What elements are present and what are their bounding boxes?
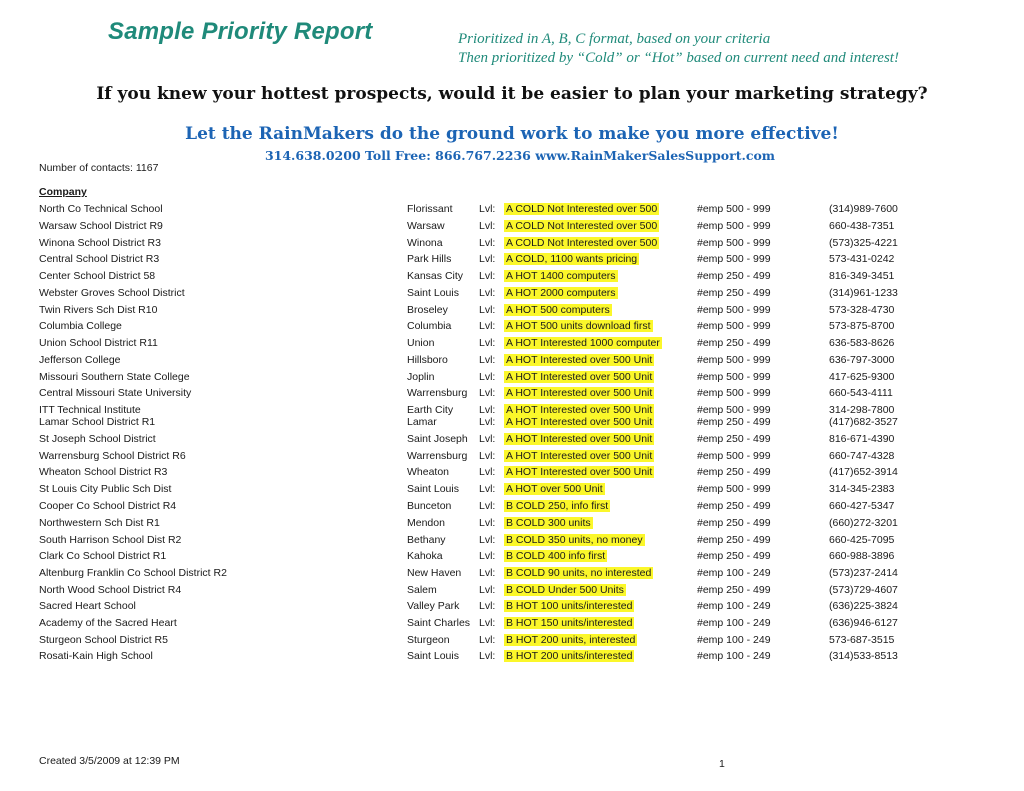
phone-cell: (636)946-6127: [829, 617, 898, 629]
priority-cell: A HOT 500 computers: [506, 304, 610, 316]
lvl-cell: Lvl:: [479, 304, 496, 316]
lvl-cell: Lvl:: [479, 320, 496, 332]
priority-cell: A HOT 2000 computers: [506, 287, 616, 299]
priority-cell: A COLD Not Interested over 500: [506, 203, 658, 215]
city-cell: Warrensburg: [407, 387, 468, 399]
phone-cell: 816-349-3451: [829, 270, 895, 282]
phone-cell: (417)682-3527: [829, 416, 898, 428]
priority-cell: B COLD 90 units, no interested: [506, 567, 652, 579]
emp-cell: #emp 250 - 499: [697, 433, 771, 445]
phone-cell: (636)225-3824: [829, 600, 898, 612]
city-cell: Joplin: [407, 371, 435, 383]
city-cell: Kahoka: [407, 550, 443, 562]
company-cell: Cooper Co School District R4: [39, 500, 177, 512]
emp-cell: #emp 250 - 499: [697, 416, 771, 428]
phone-cell: (314)533-8513: [829, 650, 898, 662]
company-cell: St Louis City Public Sch Dist: [39, 483, 172, 495]
table-row: [0, 220, 1024, 234]
emp-cell: #emp 500 - 999: [697, 320, 771, 332]
lvl-cell: Lvl:: [479, 617, 496, 629]
company-cell: Twin Rivers Sch Dist R10: [39, 304, 158, 316]
lvl-cell: Lvl:: [479, 483, 496, 495]
lvl-cell: Lvl:: [479, 433, 496, 445]
company-cell: Columbia College: [39, 320, 122, 332]
priority-cell: B HOT 200 units, interested: [506, 634, 636, 646]
lvl-cell: Lvl:: [479, 270, 496, 282]
city-cell: Wheaton: [407, 466, 450, 478]
phone-cell: (314)989-7600: [829, 203, 898, 215]
phone-cell: 573-431-0242: [829, 253, 895, 265]
created-timestamp: Created 3/5/2009 at 12:39 PM: [39, 755, 180, 767]
lvl-cell: Lvl:: [479, 584, 496, 596]
priority-cell: A HOT Interested over 500 Unit: [506, 387, 653, 399]
priority-cell: A COLD Not Interested over 500: [506, 220, 658, 232]
table-row: [0, 337, 1024, 351]
company-cell: St Joseph School District: [39, 433, 156, 445]
phone-cell: 636-583-8626: [829, 337, 895, 349]
emp-cell: #emp 250 - 499: [697, 584, 771, 596]
emp-cell: #emp 500 - 999: [697, 450, 771, 462]
city-cell: Valley Park: [407, 600, 460, 612]
lvl-cell: Lvl:: [479, 203, 496, 215]
phone-cell: (573)325-4221: [829, 237, 898, 249]
phone-cell: 660-747-4328: [829, 450, 895, 462]
priority-cell: B COLD 400 info first: [506, 550, 606, 562]
priority-cell: A HOT Interested over 500 Unit: [506, 466, 653, 478]
table-row: [0, 567, 1024, 581]
phone-cell: 573-328-4730: [829, 304, 895, 316]
table-row: [0, 500, 1024, 514]
lvl-cell: Lvl:: [479, 237, 496, 249]
emp-cell: #emp 100 - 249: [697, 600, 771, 612]
lvl-cell: Lvl:: [479, 450, 496, 462]
company-cell: Missouri Southern State College: [39, 371, 190, 383]
emp-cell: #emp 500 - 999: [697, 237, 771, 249]
table-row: [0, 253, 1024, 267]
company-cell: Sturgeon School District R5: [39, 634, 168, 646]
company-cell: Lamar School District R1: [39, 416, 156, 428]
lvl-cell: Lvl:: [479, 220, 496, 232]
company-cell: Academy of the Sacred Heart: [39, 617, 177, 629]
company-cell: Central Missouri State University: [39, 387, 192, 399]
priority-cell: B COLD 250, info first: [506, 500, 609, 512]
city-cell: Salem: [407, 584, 437, 596]
lvl-cell: Lvl:: [479, 287, 496, 299]
city-cell: Columbia: [407, 320, 452, 332]
company-cell: North Co Technical School: [39, 203, 163, 215]
city-cell: Union: [407, 337, 435, 349]
lvl-cell: Lvl:: [479, 404, 496, 416]
company-column-header: Company: [39, 186, 87, 198]
phone-cell: (660)272-3201: [829, 517, 898, 529]
lvl-cell: Lvl:: [479, 550, 496, 562]
headline: If you knew your hottest prospects, would it be easier to plan your marketing strategy?: [96, 84, 928, 104]
company-cell: Rosati-Kain High School: [39, 650, 153, 662]
priority-cell: A HOT Interested 1000 computer: [506, 337, 660, 349]
table-row: [0, 304, 1024, 318]
lvl-cell: Lvl:: [479, 371, 496, 383]
emp-cell: #emp 500 - 999: [697, 354, 771, 366]
phone-cell: (573)729-4607: [829, 584, 898, 596]
contact-line: 314.638.0200 Toll Free: 866.767.2236 www.RainMakerSalesSupport.com: [264, 148, 776, 163]
lvl-cell: Lvl:: [479, 500, 496, 512]
contact-count: Number of contacts: 1167: [39, 162, 159, 174]
table-row: [0, 450, 1024, 464]
phone-cell: (573)237-2414: [829, 567, 898, 579]
phone-cell: 660-543-4111: [829, 387, 893, 399]
priority-cell: A HOT 1400 computers: [506, 270, 616, 282]
table-row: [0, 203, 1024, 217]
table-row: [0, 483, 1024, 497]
priority-cell: A HOT Interested over 500 Unit: [506, 416, 653, 428]
lvl-cell: Lvl:: [479, 517, 496, 529]
table-row: [0, 650, 1024, 664]
report-subtitle: [458, 30, 998, 68]
phone-cell: 660-988-3896: [829, 550, 895, 562]
phone-cell: 660-438-7351: [829, 220, 895, 232]
subtitle-line-1: Prioritized in A, B, C format, based on your criteria: [458, 31, 771, 47]
emp-cell: #emp 500 - 999: [697, 253, 771, 265]
phone-cell: 314-345-2383: [829, 483, 895, 495]
city-cell: Warrensburg: [407, 450, 468, 462]
city-cell: Saint Louis: [407, 287, 459, 299]
lvl-cell: Lvl:: [479, 466, 496, 478]
lvl-cell: Lvl:: [479, 337, 496, 349]
priority-cell: B HOT 100 units/interested: [506, 600, 633, 612]
city-cell: Warsaw: [407, 220, 445, 232]
city-cell: New Haven: [407, 567, 462, 579]
city-cell: Mendon: [407, 517, 445, 529]
lvl-cell: Lvl:: [479, 650, 496, 662]
phone-cell: 660-427-5347: [829, 500, 895, 512]
company-cell: Center School District 58: [39, 270, 156, 282]
emp-cell: #emp 100 - 249: [697, 650, 771, 662]
company-cell: Sacred Heart School: [39, 600, 136, 612]
company-cell: Warrensburg School District R6: [39, 450, 186, 462]
company-cell: North Wood School District R4: [39, 584, 182, 596]
emp-cell: #emp 500 - 999: [697, 387, 771, 399]
company-cell: Northwestern Sch Dist R1: [39, 517, 160, 529]
emp-cell: #emp 250 - 499: [697, 500, 771, 512]
city-cell: Florissant: [407, 203, 453, 215]
emp-cell: #emp 500 - 999: [697, 220, 771, 232]
priority-cell: A HOT Interested over 500 Unit: [506, 433, 653, 445]
lvl-cell: Lvl:: [479, 567, 496, 579]
priority-cell: A HOT Interested over 500 Unit: [506, 404, 653, 416]
company-cell: Webster Groves School District: [39, 287, 185, 299]
table-row: [0, 550, 1024, 564]
priority-cell: A COLD, 1100 wants pricing: [506, 253, 638, 265]
emp-cell: #emp 500 - 999: [697, 483, 771, 495]
subtitle-line-2: Then prioritized by “Cold” or “Hot” based on current need and interest!: [458, 50, 899, 66]
table-row: [0, 237, 1024, 251]
priority-cell: B HOT 200 units/interested: [506, 650, 633, 662]
company-cell: Altenburg Franklin Co School District R2: [39, 567, 227, 579]
company-cell: Winona School District R3: [39, 237, 161, 249]
table-row: [0, 320, 1024, 334]
emp-cell: #emp 250 - 499: [697, 517, 771, 529]
emp-cell: #emp 250 - 499: [697, 337, 771, 349]
priority-cell: A HOT 500 units download first: [506, 320, 651, 332]
page-number: 1: [719, 758, 725, 770]
city-cell: Bethany: [407, 534, 446, 546]
phone-cell: (314)961-1233: [829, 287, 898, 299]
lvl-cell: Lvl:: [479, 387, 496, 399]
city-cell: Sturgeon: [407, 634, 450, 646]
city-cell: Saint Louis: [407, 483, 459, 495]
company-cell: Wheaton School District R3: [39, 466, 168, 478]
phone-cell: 417-625-9300: [829, 371, 895, 383]
table-row: [0, 634, 1024, 648]
priority-cell: B COLD 350 units, no money: [506, 534, 643, 546]
table-row: [0, 617, 1024, 631]
city-cell: Saint Louis: [407, 650, 459, 662]
city-cell: Bunceton: [407, 500, 452, 512]
table-row: [0, 517, 1024, 531]
city-cell: Kansas City: [407, 270, 464, 282]
priority-cell: A HOT Interested over 500 Unit: [506, 450, 653, 462]
city-cell: Park Hills: [407, 253, 452, 265]
emp-cell: #emp 500 - 999: [697, 304, 771, 316]
priority-cell: B COLD Under 500 Units: [506, 584, 624, 596]
emp-cell: #emp 500 - 999: [697, 371, 771, 383]
priority-cell: A HOT over 500 Unit: [506, 483, 603, 495]
table-row: [0, 371, 1024, 385]
table-row: [0, 433, 1024, 447]
priority-cell: A COLD Not Interested over 500: [506, 237, 658, 249]
priority-cell: B HOT 150 units/interested: [506, 617, 633, 629]
emp-cell: #emp 250 - 499: [697, 270, 771, 282]
company-cell: South Harrison School Dist R2: [39, 534, 182, 546]
company-cell: Union School District R11: [39, 337, 158, 349]
phone-cell: (417)652-3914: [829, 466, 898, 478]
table-row: [0, 534, 1024, 548]
company-cell: Jefferson College: [39, 354, 121, 366]
priority-cell: A HOT Interested over 500 Unit: [506, 354, 653, 366]
city-cell: Lamar: [407, 416, 437, 428]
company-cell: Central School District R3: [39, 253, 160, 265]
priority-cell: B COLD 300 units: [506, 517, 591, 529]
table-row: [0, 416, 1024, 430]
emp-cell: #emp 250 - 499: [697, 534, 771, 546]
table-row: [0, 387, 1024, 401]
city-cell: Winona: [407, 237, 443, 249]
emp-cell: #emp 250 - 499: [697, 466, 771, 478]
report-title: Sample Priority Report: [108, 18, 373, 45]
city-cell: Saint Joseph: [407, 433, 468, 445]
phone-cell: 573-875-8700: [829, 320, 895, 332]
lvl-cell: Lvl:: [479, 534, 496, 546]
city-cell: Hillsboro: [407, 354, 448, 366]
lvl-cell: Lvl:: [479, 253, 496, 265]
table-row: [0, 584, 1024, 598]
city-cell: Broseley: [407, 304, 448, 316]
emp-cell: #emp 500 - 999: [697, 203, 771, 215]
emp-cell: #emp 100 - 249: [697, 617, 771, 629]
phone-cell: 660-425-7095: [829, 534, 895, 546]
lvl-cell: Lvl:: [479, 634, 496, 646]
emp-cell: #emp 250 - 499: [697, 550, 771, 562]
lvl-cell: Lvl:: [479, 600, 496, 612]
table-row: [0, 600, 1024, 614]
company-cell: Warsaw School District R9: [39, 220, 163, 232]
table-row: [0, 466, 1024, 480]
phone-cell: 314-298-7800: [829, 404, 895, 416]
company-cell: ITT Technical Institute: [39, 404, 141, 416]
emp-cell: #emp 500 - 999: [697, 404, 771, 416]
table-row: [0, 287, 1024, 301]
table-row: [0, 270, 1024, 284]
city-cell: Saint Charles: [407, 617, 471, 629]
phone-cell: 573-687-3515: [829, 634, 895, 646]
phone-cell: 636-797-3000: [829, 354, 895, 366]
emp-cell: #emp 100 - 249: [697, 634, 771, 646]
lvl-cell: Lvl:: [479, 416, 496, 428]
table-row: [0, 354, 1024, 368]
lvl-cell: Lvl:: [479, 354, 496, 366]
emp-cell: #emp 100 - 249: [697, 567, 771, 579]
priority-cell: A HOT Interested over 500 Unit: [506, 371, 653, 383]
phone-cell: 816-671-4390: [829, 433, 895, 445]
promo-line: Let the RainMakers do the ground work to make you more effective!: [185, 124, 839, 144]
company-cell: Clark Co School District R1: [39, 550, 167, 562]
emp-cell: #emp 250 - 499: [697, 287, 771, 299]
city-cell: Earth City: [407, 404, 454, 416]
